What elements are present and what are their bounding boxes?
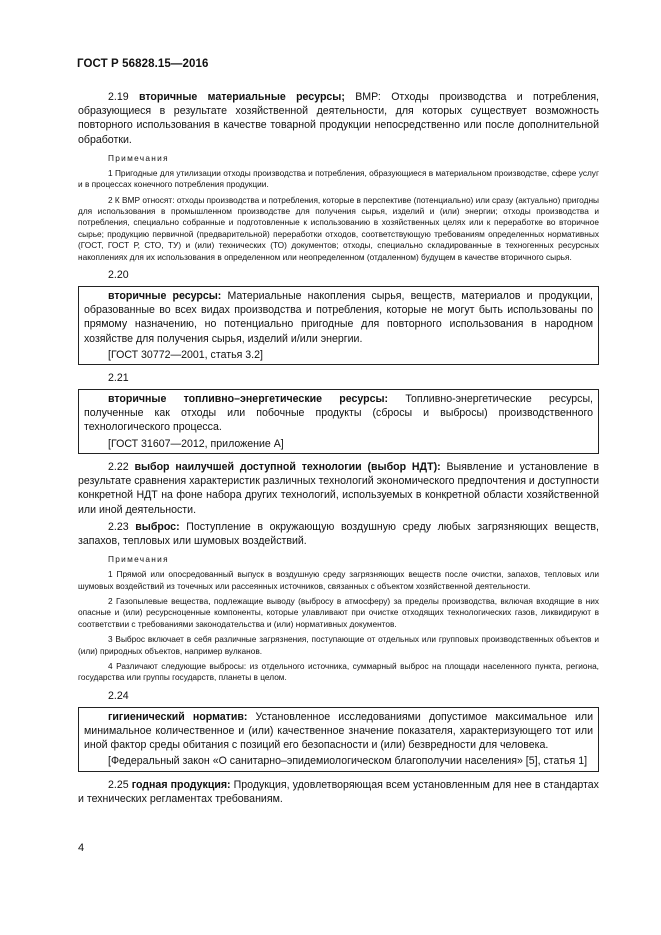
term: вторичные топливно–энергетические ресурсы: [108,393,389,406]
clause-2-22 [78,460,599,517]
notes-title: Примечания [108,554,169,565]
definition: Поступление в окружающую воздушную среду любых загрязняющих веществ, запахов, тепловых или шумовых воздействий. [78,520,599,547]
note-item: 2 К ВМР относят: отходы производства и потребления, которые в перспективе (потенциально) или сразу (актуально) пригодны для использования в промышленном производстве для получения сырья, изделий и (или) энергии; отходы производства и потребления, специально собранные и подготовленные к использованию в хозяйственных целях или к переработке во вторичное сырье; продукцию первичной (предварительной) переработки отходов, соответствующую требованиям определенных нормативных (ГОСТ, ГОСТ Р, СТО, ТУ) и (или) технических (ТО) документов; отходы, специально складированные в техногенных ресурсных накоплениях для их использования в определенном или неопределенном (отдаленном) будущем в качестве вторичного сырья. [78,194,599,262]
document-header: ГОСТ Р 56828.15—2016 [77,58,209,70]
definition: Выявление и установление в результате сравнения характеристик различных технологий экономического предпочтения и доступности конкретной НДТ на фоне набора других технологий, используемых в конкретной области хозяйственной или иной деятельности. [78,460,599,516]
clause-number: 2.23 [108,520,129,533]
boxed-definition-2-24 [78,707,599,772]
definition: ВМР: Отходы производства и потребления, образующиеся в результате хозяйственной деятельности, для которых существует возможность повторного использования в качестве товарной продукции непосредственно или после дополнительной обработки. [78,91,599,146]
clause-2-25 [78,778,599,806]
note-item: 3 Выброс включает в себя различные загрязнения, поступающие от отдельных или групповых производственных объектов и (или) природных объектов, например вулканов. [78,634,599,656]
term: гигиенический норматив: [108,710,248,723]
notes-title: Примечания [108,152,169,163]
term: вторичные материальные ресурсы; [138,91,345,103]
page-content [78,90,599,809]
page-number: 4 [78,842,85,854]
source-reference: [ГОСТ 30772—2001, статья 3.2] [108,348,263,361]
definition: Топливно-энергетические ресурсы, полученные как отходы или побочные продукты (сбросы и выбросы) производственного технологического процесса. [84,393,594,434]
clause-2-19 [78,90,599,147]
definition: Установленное исследованиями допустимое максимальное или минимальное количественное и (или) качественное значение показателя, характеризующего тот или иной фактор среды обитания с позиций его безопасности и (или) безвредности для человека. [84,710,593,752]
clause-number: 2.21 [108,372,129,385]
clause-number: 2.20 [108,269,129,282]
clause-number: 2.22 [108,460,129,473]
clause-number: 2.19 [108,91,129,103]
term: годная продукция: [131,778,231,791]
source-reference: [Федеральный закон «О санитарно–эпидемиологическом благополучии населения» [5], статья 1] [108,755,588,768]
clause-number: 2.25 [108,778,129,791]
note-item: 2 Газопылевые вещества, подлежащие выводу (выбросу в атмосферу) за пределы производства, включая входящие в них опасные и (или) ресурсноценные компоненты, которые улавливают при очистке отходящих технологических газов, ликвидируют в соответствии с требованиями законодательства и (или) нормативных документов. [78,595,599,629]
boxed-definition-2-21 [78,389,599,454]
boxed-definition-2-20 [78,286,599,365]
note-item: 4 Различают следующие выбросы: из отдельного источника, суммарный выброс на площади населенного пункта, региона, государства или группы государств, планеты в целом. [78,660,599,683]
clause-number: 2.24 [108,689,129,702]
note-item: 1 Прямой или опосредованный выпуск в воздушную среду загрязняющих веществ после очистки, запахов, тепловых или шумовых воздействий из точечных или рассеянных источников, связанных с объектом хозяйственной деятельности. [78,569,599,591]
definition: Продукция, удовлетворяющая всем установленным для нее в стандартах и технических регламентах требованиям. [78,778,599,805]
term: вторичные ресурсы: [108,290,222,303]
definition: Материальные накопления сырья, веществ, материалов и продукции, образованные во всех видах производства и потребления, которые не могут быть использованы по прямому назначению, но потенциально пригодные для повторного использования в народном хозяйстве для получения сырья, изделий и/или энергии. [84,290,593,345]
term: выброс: [135,520,180,533]
clause-2-23 [78,520,599,548]
source-reference: [ГОСТ 31607—2012, приложение А] [108,437,284,450]
note-item: 1 Пригодные для утилизации отходы производства и потребления, образующиеся в материальном производстве, сфере услуг и в процессах конечного потребления продукции. [78,167,599,190]
term: выбор наилучшей доступной технологии (выбор НДТ): [134,460,441,473]
